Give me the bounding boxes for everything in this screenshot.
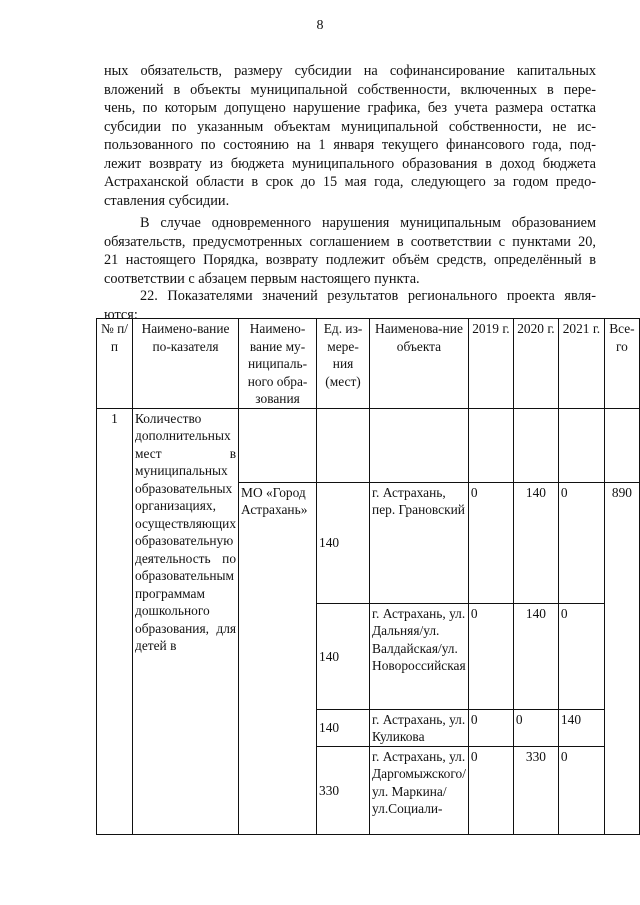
value-2021: 140 [558,709,604,746]
text-line: ставления субсидии. [104,192,230,209]
empty-cell [239,408,317,482]
unit-value: 140 [317,482,370,603]
header-object: Наименова-ние объекта [370,319,469,409]
value-2019: 0 [468,603,513,709]
paragraph-simultaneous-violation [104,214,596,288]
object-name: г. Астрахань, ул. Куликова [370,709,469,746]
text-line: Астраханской области в срок до 15 мая года, следующего за годом предо- [104,174,596,190]
text-line: ются: [104,306,138,323]
text-line: В случае одновременного нарушения муниципальным образованием [140,215,596,231]
header-municipality: Наимено-вание му-ниципаль-ного обра-зования [239,319,317,409]
value-2020: 330 [513,746,558,834]
unit-value: 140 [317,603,370,709]
object-name: г. Астрахань, ул. Дальняя/ул. Валдайская/ул. Новороссийская [370,603,469,709]
indicator-name [133,408,239,834]
row-number: 1 [97,408,133,834]
unit-value: 330 [317,746,370,834]
page-number: 8 [316,18,324,33]
empty-cell [370,408,469,482]
text-line: обязательств, предусмотренных соглашением в соответствии с пунктами 20, [104,233,596,250]
indicators-table [96,318,640,835]
empty-cell [513,408,558,482]
empty-cell [558,408,604,482]
text-line: чень, по которым допущено нарушение графика, без учета размера остатка [104,100,596,116]
value-2021: 0 [558,482,604,603]
value-total: 890 [604,482,639,834]
value-2021: 0 [558,746,604,834]
object-name: г. Астрахань, пер. Грановский [370,482,469,603]
text-line: лежит возврату из бюджета муниципального образования в доход бюджета [104,155,596,172]
text-line: вложений в объекты муниципальной собственности, включенных в пере- [104,81,596,98]
header-unit: Ед. из-мере-ния (мест) [317,319,370,409]
unit-value: 140 [317,709,370,746]
header-total: Все-го [604,319,639,409]
value-2020: 0 [513,709,558,746]
header-indicator: Наимено-вание по-казателя [133,319,239,409]
object-name [370,746,469,834]
empty-cell [468,408,513,482]
value-2020: 140 [513,482,558,603]
value-2019: 0 [468,746,513,834]
header-2020: 2020 г. [513,319,558,409]
text-line: пользованного по состоянию на 1 января текущего финансового года, под- [104,137,596,153]
header-2019: 2019 г. [468,319,513,409]
text-line: ных обязательств, размеру субсидии на софинансирование капитальных [104,63,596,79]
municipality-name: МО «Город Астрахань» [239,482,317,834]
empty-cell [317,408,370,482]
empty-cell [604,408,639,482]
header-2021: 2021 г. [558,319,604,409]
header-num: № п/п [97,319,133,409]
table-header-row [97,319,640,409]
text-line: 21 настоящего Порядка, возврату подлежит объём средств, определённый в [104,252,596,268]
paragraph-continuation [104,62,596,210]
text-line: соответствии с абзацем первым настоящего пункта. [104,270,420,287]
text-line: субсидии по указанным объектам муниципальной собственности, не ис- [104,118,596,135]
table-row [97,408,640,482]
object-name-text: г. Астрахань, ул. Даргомыжского/ул. Маркина/ул.Социали- [372,748,466,816]
value-2019: 0 [468,709,513,746]
indicator-text: Количество дополнительных мест в муниципальных образовательных организациях, осуществляющих образовательную деятельность по образовательным программам дошкольного образования, для детей в [135,410,237,653]
text-line: 22. Показателями значений результатов регионального проекта явля- [140,288,596,304]
value-2021: 0 [558,603,604,709]
value-2020: 140 [513,603,558,709]
value-2019: 0 [468,482,513,603]
